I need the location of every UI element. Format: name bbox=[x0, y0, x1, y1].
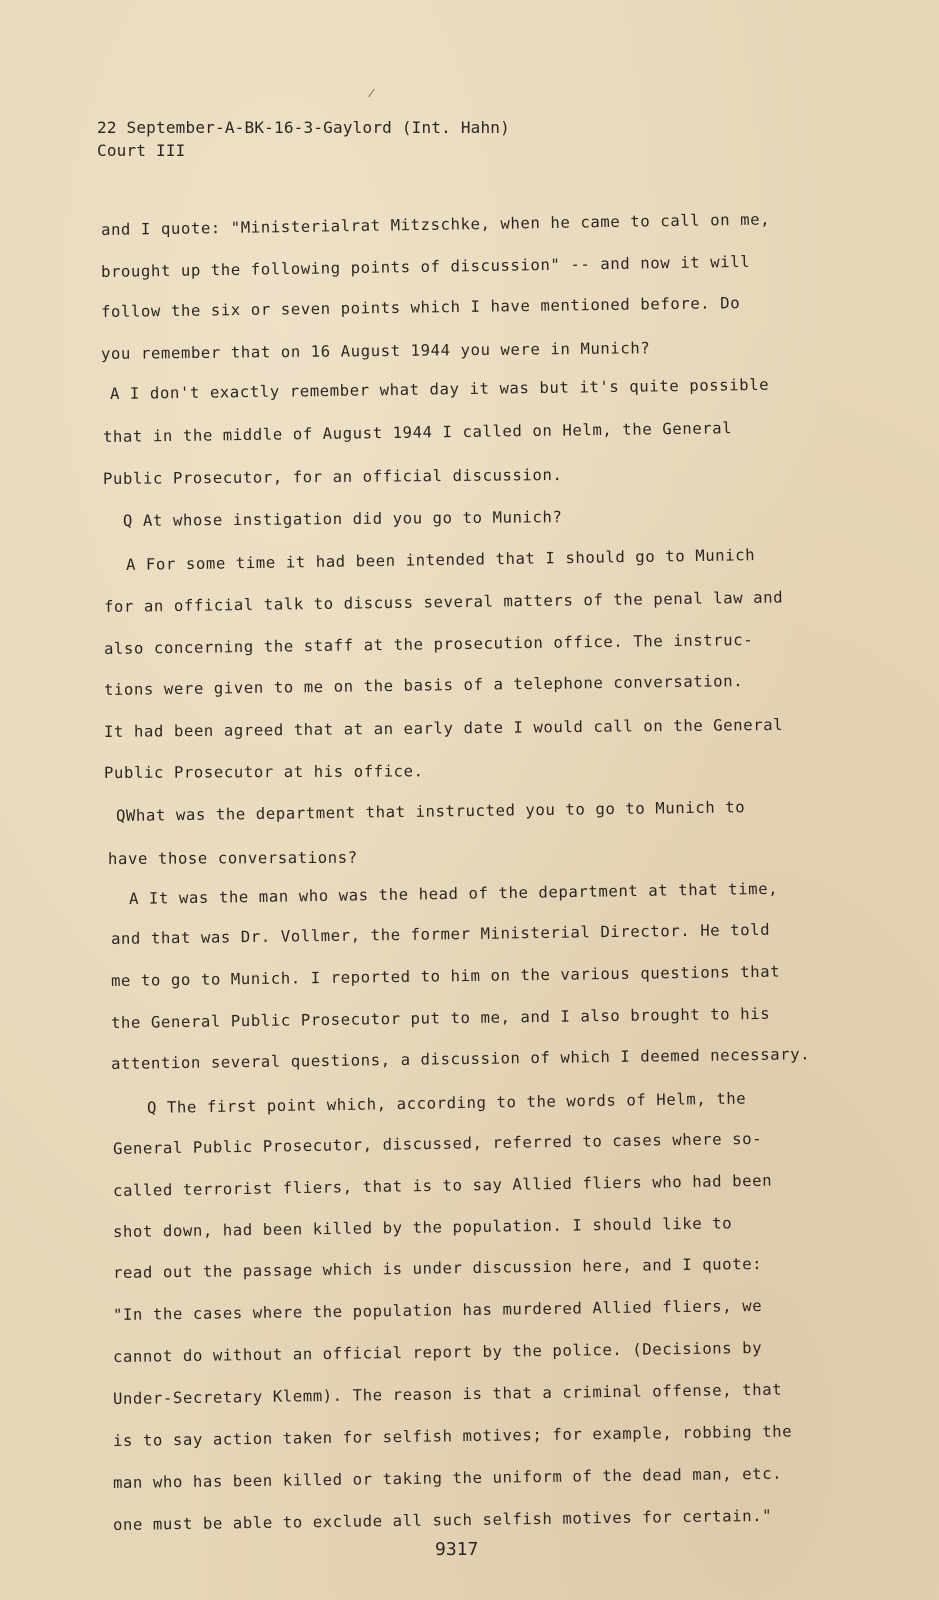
transcript-line: the General Public Prosecutor put to me, and I also brought to his bbox=[110, 1004, 771, 1032]
transcript-line: you remember that on 16 August 1944 you were in Munich? bbox=[100, 339, 651, 363]
transcript-line: me to go to Munich. I reported to him on the various questions that bbox=[110, 962, 781, 990]
transcript-line: that in the middle of August 1944 I called on Helm, the General bbox=[102, 419, 733, 446]
page-number: 9317 bbox=[435, 1539, 479, 1560]
court-label: Court III bbox=[97, 141, 186, 160]
transcript-line: and that was Dr. Vollmer, the former Ministerial Director. He told bbox=[110, 920, 771, 948]
transcript-line: is to say action taken for selfish motives; for example, robbing the bbox=[112, 1422, 793, 1450]
transcript-line: shot down, had been killed by the population. I should like to bbox=[112, 1214, 733, 1241]
transcript-line: read out the passage which is under discussion here, and I quote: bbox=[112, 1254, 763, 1282]
transcript-line: for an official talk to discuss several matters of the penal law and bbox=[103, 588, 784, 616]
transcript-line: tions were given to me on the basis of a telephone conversation. bbox=[103, 672, 744, 699]
transcript-line: called terrorist fliers, that is to say Allied fliers who had been bbox=[112, 1171, 773, 1200]
pencil-mark bbox=[368, 89, 375, 98]
transcript-line: man who has been killed or taking the uniform of the dead man, etc. bbox=[112, 1464, 783, 1492]
transcript-line: QWhat was the department that instructed you to go to Munich to bbox=[115, 798, 746, 825]
transcript-line: also concerning the staff at the prosecution office. The instruc- bbox=[103, 630, 754, 658]
transcript-line: General Public Prosecutor, discussed, referred to cases where so- bbox=[112, 1129, 763, 1158]
transcript-line: Public Prosecutor, for an official discussion. bbox=[102, 465, 563, 488]
transcript-line: and I quote: "Ministerialrat Mitzschke, when he came to call on me, bbox=[100, 210, 771, 239]
transcript-line: A I don't exactly remember what day it was but it's quite possible bbox=[109, 375, 770, 403]
transcript-line: follow the six or seven points which I have mentioned before. Do bbox=[100, 294, 741, 321]
transcript-line: Q At whose instigation did you go to Munich? bbox=[122, 508, 563, 530]
transcript-line: Public Prosecutor at his office. bbox=[103, 762, 424, 782]
transcript-line: A It was the man who was the head of the department at that time, bbox=[128, 879, 779, 908]
transcript-line: one must be able to exclude all such selfish motives for certain." bbox=[112, 1506, 773, 1534]
transcript-line: Q The first point which, according to the words of Helm, the bbox=[146, 1089, 747, 1117]
transcript-line: have those conversations? bbox=[107, 848, 358, 868]
transcript-line: Under-Secretary Klemm). The reason is that a criminal offense, that bbox=[112, 1380, 783, 1408]
transcript-line: cannot do without an official report by the police. (Decisions by bbox=[112, 1338, 763, 1366]
case-reference: 22 September-A-BK-16-3-Gaylord (Int. Hahn) bbox=[97, 118, 510, 137]
transcript-line: It had been agreed that at an early date I would call on the General bbox=[103, 715, 784, 741]
transcript-line: brought up the following points of discussion" -- and now it will bbox=[100, 252, 751, 281]
transcript-line: "In the cases where the population has murdered Allied fliers, we bbox=[112, 1296, 763, 1324]
transcript-line: A For some time it had been intended that I should go to Munich bbox=[125, 546, 756, 574]
transcript-line: attention several questions, a discussion of which I deemed necessary. bbox=[110, 1045, 811, 1073]
